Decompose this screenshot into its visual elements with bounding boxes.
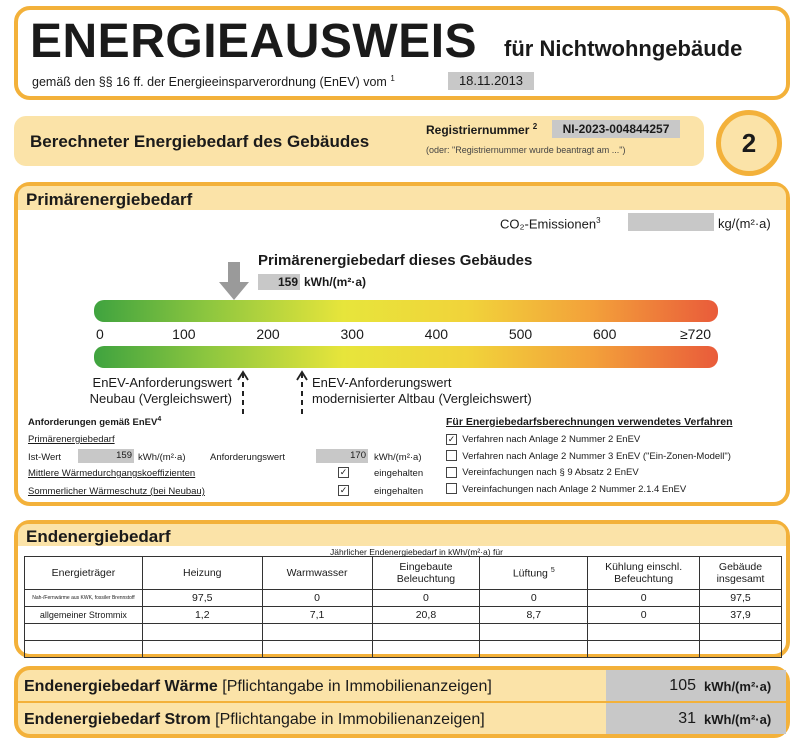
- table-cell: [142, 641, 262, 658]
- waerme-summary-unit: kWh/(m²·a): [704, 679, 772, 694]
- verfahren-list: [446, 432, 731, 498]
- co2-label-wrap: [500, 216, 601, 231]
- verfahren-checkbox: [446, 467, 457, 478]
- table-cell: [588, 641, 700, 658]
- altbau-line1: EnEV-Anforderungswert: [312, 375, 452, 390]
- co2-sup: 3: [596, 216, 601, 225]
- verfahren-title: Für Energiebedarfsberechnungen verwendetes Verfahren: [446, 416, 733, 428]
- verfahren-option-label: Verfahren nach Anlage 2 Nummer 3 EnEV ("Ein-Zonen-Modell"): [462, 450, 731, 462]
- demand-marker-arrow: [219, 262, 249, 302]
- table-cell: [588, 624, 700, 641]
- header-cell: Warmwasser: [262, 557, 372, 590]
- reg-label-wrap: [426, 122, 537, 137]
- doc-subtitle: für Nichtwohngebäude: [504, 36, 743, 61]
- table-cell: 0: [480, 590, 588, 607]
- header-text: Lüftung: [512, 567, 548, 580]
- table-cell: 97,5: [700, 590, 782, 607]
- waerme-summary-value: 105: [669, 677, 696, 694]
- building-demand-value: 159: [258, 274, 300, 290]
- reg-sup: 2: [532, 122, 538, 131]
- waerme-summary-note: [Pflichtangabe in Immobilienanzeigen]: [222, 678, 492, 695]
- primaer-title: Primärenergiebedarf: [26, 190, 193, 209]
- verfahren-checkbox: [446, 450, 457, 461]
- scale-bar-top: [94, 300, 718, 322]
- scale-tick-label: 0: [96, 326, 104, 342]
- verfahren-option-label: Vereinfachungen nach § 9 Absatz 2 EnEV: [462, 467, 639, 478]
- anforderungen-sub: Primärenergiebedarf: [28, 434, 115, 445]
- verfahren-option-label: Verfahren nach Anlage 2 Nummer 2 EnEV: [462, 434, 641, 445]
- scale-tick-label: 300: [340, 326, 364, 342]
- waerme-summary-label: Endenergiebedarf Wärme: [24, 678, 218, 695]
- neubau-arrow: [236, 370, 250, 414]
- scale-ticks: [0, 326, 800, 344]
- section-title: Berechneter Energiebedarf des Gebäudes: [30, 132, 370, 151]
- table-cell: [372, 641, 480, 658]
- header-cell: Kühlung einschl. Befeuchtung: [588, 557, 700, 590]
- endenergie-table: [24, 556, 782, 658]
- sommer-requirement: Sommerlicher Wärmeschutz (bei Neubau): [28, 486, 205, 497]
- verfahren-option: [446, 432, 731, 449]
- altbau-arrow: [295, 370, 309, 414]
- strom-summary-value: 31: [678, 710, 696, 727]
- sommer-checkbox: ✓: [339, 485, 348, 495]
- table-cell: 0: [588, 590, 700, 607]
- table-cell: 8,7: [480, 607, 588, 624]
- endenergie-caption: Jährlicher Endenergiebedarf in kWh/(m²·a) für: [330, 547, 503, 557]
- table-header-row: [25, 557, 782, 590]
- legal-sup: 1: [390, 74, 395, 83]
- table-cell: [480, 641, 588, 658]
- table-row: [25, 590, 782, 607]
- waerme-status: eingehalten: [374, 468, 424, 479]
- table-cell: [480, 624, 588, 641]
- doc-title: ENERGIEAUSWEIS: [30, 15, 478, 68]
- neubau-line1: EnEV-Anforderungswert: [92, 375, 232, 390]
- page-number-badge: [716, 110, 782, 176]
- table-cell: 20,8: [372, 607, 480, 624]
- table-cell: [25, 624, 143, 641]
- legal-text: gemäß den §§ 16 ff. der Energieeinsparverordnung (EnEV) vom: [32, 75, 387, 90]
- table-cell: [700, 624, 782, 641]
- table-cell: [262, 641, 372, 658]
- verfahren-option: [446, 465, 731, 482]
- table-cell: 37,9: [700, 607, 782, 624]
- reg-note: (oder: "Registriernummer wurde beantragt am ..."): [426, 145, 626, 155]
- table-cell: Nah-/Fernwärme aus KWK, fossiler Brennstoff: [25, 590, 143, 607]
- table-cell: [142, 624, 262, 641]
- table-cell: [372, 624, 480, 641]
- neubau-label: [74, 375, 232, 407]
- header-cell-lueftung: [480, 557, 588, 590]
- scale-tick-label: 400: [424, 326, 449, 342]
- altbau-label: [312, 375, 532, 407]
- waerme-requirement: Mittlere Wärmedurchgangskoeffizienten: [28, 468, 196, 479]
- strom-summary-label: Endenergiebedarf Strom: [24, 711, 211, 728]
- ist-label: Ist-Wert: [28, 452, 62, 463]
- anf-unit: kWh/(m²·a): [374, 452, 422, 463]
- table-row: [25, 641, 782, 658]
- ist-unit: kWh/(m²·a): [138, 452, 186, 463]
- sommer-status: eingehalten: [374, 486, 424, 497]
- verfahren-option: [446, 482, 731, 499]
- scale-tick-label: ≥720: [680, 326, 712, 342]
- header-cell: Energieträger: [25, 557, 143, 590]
- strom-summary-note: [Pflichtangabe in Immobilienanzeigen]: [215, 711, 485, 728]
- anf-value: 170: [316, 449, 368, 463]
- strom-summary-unit: kWh/(m²·a): [704, 712, 772, 727]
- building-demand-unit: kWh/(m²·a): [304, 275, 366, 289]
- anforderungen-title-wrap: [28, 416, 161, 428]
- issue-date: 18.11.2013: [448, 72, 534, 90]
- strom-summary: [24, 711, 485, 729]
- neubau-line2: Neubau (Vergleichswert): [89, 391, 232, 406]
- table-cell: 7,1: [262, 607, 372, 624]
- scale-tick-label: 600: [593, 326, 617, 342]
- lueftung-sup: 5: [550, 566, 555, 574]
- reg-number: NI-2023-004844257: [552, 120, 680, 138]
- co2-label: CO₂-Emissionen: [500, 216, 597, 232]
- table-cell: 0: [262, 590, 372, 607]
- header-cell: Gebäude insgesamt: [700, 557, 782, 590]
- table-cell: 0: [372, 590, 480, 607]
- scale-tick-label: 100: [172, 326, 196, 342]
- ist-value: 159: [78, 449, 134, 463]
- anf-label: Anforderungswert: [210, 452, 285, 463]
- scale-tick-label: 200: [256, 326, 280, 342]
- legal-line: [32, 74, 395, 89]
- scale-bar-bottom: [94, 346, 718, 368]
- table-row: [25, 624, 782, 641]
- table-cell: 0: [588, 607, 700, 624]
- building-demand-label: Primärenergiebedarf dieses Gebäudes: [258, 252, 533, 269]
- waerme-checkbox: ✓: [339, 467, 348, 477]
- table-cell: [262, 624, 372, 641]
- header-cell: Heizung: [142, 557, 262, 590]
- table-cell: [700, 641, 782, 658]
- scale-tick-label: 500: [508, 326, 533, 342]
- altbau-line2: modernisierter Altbau (Vergleichswert): [312, 391, 532, 406]
- anforderungen-sup: 4: [157, 416, 162, 423]
- verfahren-option: [446, 449, 731, 466]
- table-cell: [25, 641, 143, 658]
- table-row: [25, 607, 782, 624]
- reg-label: Registriernummer: [426, 123, 530, 137]
- header-cell: Eingebaute Beleuchtung: [372, 557, 480, 590]
- verfahren-checkbox: ✓: [447, 433, 456, 444]
- co2-unit: kg/(m²·a): [718, 216, 771, 231]
- endenergie-title: Endenergiebedarf: [26, 527, 171, 546]
- verfahren-option-label: Vereinfachungen nach Anlage 2 Nummer 2.1.4 EnEV: [462, 483, 687, 495]
- table-cell: allgemeiner Strommix: [25, 607, 143, 624]
- table-cell: 97,5: [142, 590, 262, 607]
- page-number: 2: [741, 128, 757, 158]
- co2-value: [628, 213, 714, 231]
- waerme-summary: [24, 678, 492, 696]
- verfahren-checkbox: [446, 483, 457, 494]
- table-cell: 1,2: [142, 607, 262, 624]
- anforderungen-title: Anforderungen gemäß EnEV: [28, 417, 158, 429]
